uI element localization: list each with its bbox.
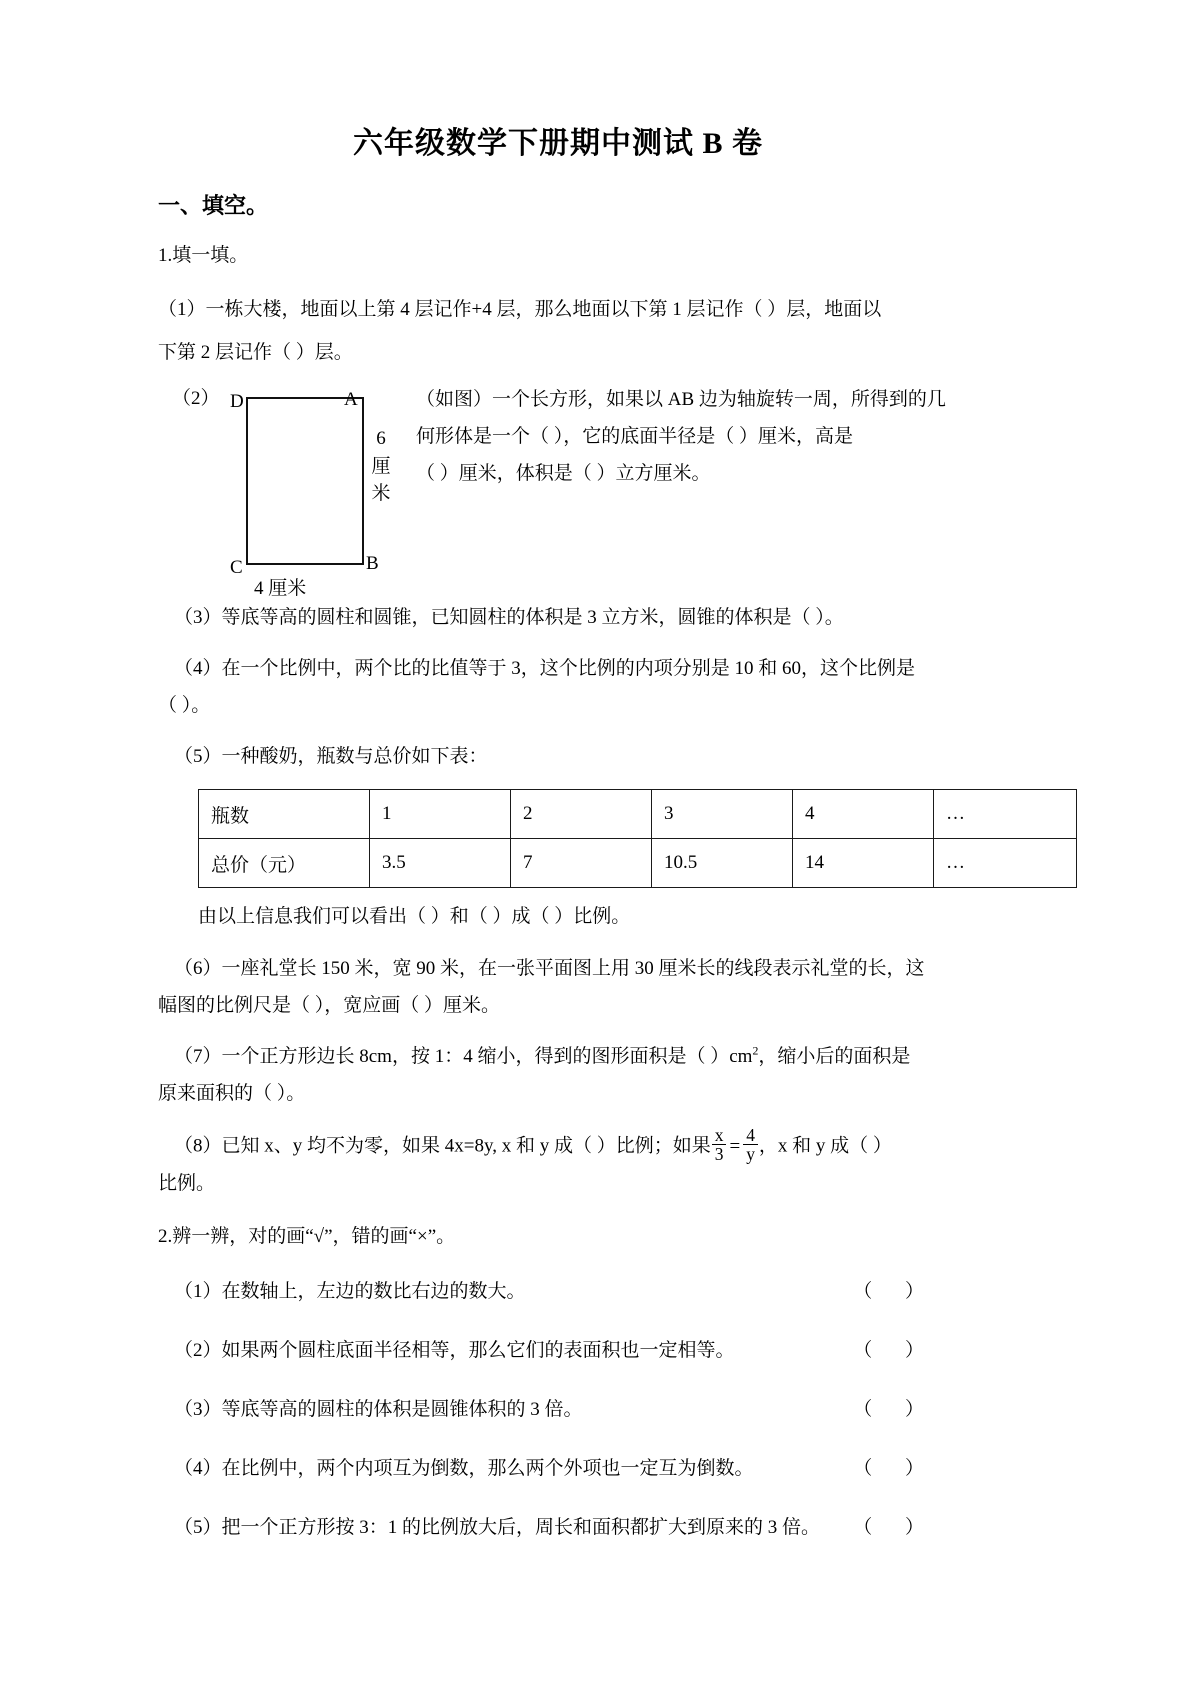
q1-item2-line3: （ ）厘米，体积是（ ）立方厘米。 [416,463,711,485]
q1-item1-line2: 下第 2 层记作（ ）层。 [158,342,353,364]
table-cell-price-2: 7 [511,839,652,888]
q2-item-2-answer-box[interactable]: （ ） [853,1339,938,1361]
q2-item-4-text: （4）在比例中，两个内项互为倒数，那么两个外项也一定互为倒数。 [174,1457,754,1479]
q1-item7-superscript: 2 [752,1044,759,1058]
q2-item-5-answer-box[interactable]: （ ） [853,1516,938,1538]
fraction-right [743,1126,758,1164]
q2-item-1-text: （1）在数轴上，左边的数比右边的数大。 [174,1280,526,1302]
q1-item2-text [416,381,958,492]
q2-item-4 [158,1450,958,1487]
q2-item-1-answer-box[interactable]: （ ） [853,1280,938,1302]
q2-item-1 [158,1273,958,1310]
yogurt-table-wrapper [198,789,965,888]
fraction-left-denominator: 3 [714,1144,724,1165]
table-cell-bottles-1: 1 [370,790,511,839]
vertex-c-label: C [230,557,243,579]
table-cell-bottles-3: 3 [652,790,793,839]
figure-height-label: 6 厘 米 [371,428,391,505]
q1-item4-line1: （4）在一个比例中，两个比的比值等于 3，这个比例的内项分别是 10 和 60，这个比例是 [174,658,916,680]
q1-item5-heading: （5）一种酸奶，瓶数与总价如下表： [174,746,488,768]
question-2-heading: 2.辨一辨，对的画“√”，错的画“×”。 [158,1226,456,1247]
q1-item6-line1: （6）一座礼堂长 150 米，宽 90 米，在一张平面图上用 30 厘米长的线段表示礼堂的长，这 [174,957,925,979]
q1-item3: （3）等底等高的圆柱和圆锥，已知圆柱的体积是 3 立方米，圆锥的体积是（ ）。 [174,607,844,629]
yogurt-price-table [198,789,1077,888]
q1-item2-line1: （如图）一个长方形，如果以 AB 边为轴旋转一周，所得到的几 [416,389,946,411]
section-heading-one: 一、填空。 [158,193,269,218]
q2-item-3-text: （3）等底等高的圆柱的体积是圆锥体积的 3 倍。 [174,1398,583,1420]
vertex-d-label: D [230,391,244,413]
q1-item7-text-b: ，缩小后的面积是 [758,1045,911,1067]
q2-item-5 [158,1509,958,1546]
vertex-a-label: A [344,389,358,411]
fraction-right-denominator: y [746,1144,755,1165]
q1-item7-line2: 原来面积的（ ）。 [158,1082,306,1104]
page-content [158,126,965,1568]
table-cell-price-3: 10.5 [652,839,793,888]
table-cell-price-ellipsis: … [934,839,1077,888]
vertex-b-label: B [366,553,379,575]
q1-item7-line1 [158,1038,958,1075]
page-title: 六年级数学下册期中测试 B 卷 [352,127,763,160]
table-row [199,839,1077,888]
fraction-left [712,1126,727,1164]
table-cell-price-4: 14 [793,839,934,888]
q2-item-3 [158,1391,958,1428]
q1-item8-text-a: （8）已知 x、y 均不为零，如果 4x=8y, x 和 y 成（ ）比例；如果 [174,1134,711,1156]
fraction-left-numerator: x [712,1126,727,1145]
equals-sign: = [729,1135,741,1157]
table-row-header-bottles: 瓶数 [199,790,370,839]
table-row [199,790,1077,839]
figure-width-label: 4 厘米 [254,578,307,600]
q1-item7-text-a: （7）一个正方形边长 8cm，按 1：4 缩小，得到的图形面积是（ ）cm [174,1045,753,1067]
table-cell-bottles-ellipsis: … [934,790,1077,839]
q1-item2-figure-row [158,381,958,600]
q2-item-2-text: （2）如果两个圆柱底面半径相等，那么它们的表面积也一定相等。 [174,1339,735,1361]
table-cell-bottles-2: 2 [511,790,652,839]
q1-item8-line2: 比例。 [158,1172,216,1194]
q1-item6-line2: 幅图的比例尺是（ ），宽应画（ ）厘米。 [158,994,501,1016]
q2-item-2 [158,1332,958,1369]
q1-item5-tail: 由以上信息我们可以看出（ ）和（ ）成（ ）比例。 [198,906,631,928]
q1-item1-line1: （1）一栋大楼，地面以上第 4 层记作+4 层，那么地面以下第 1 层记作（ ）层，地面以 [158,299,882,321]
q1-item8-text-b: ，x 和 y 成（ ） [758,1134,892,1156]
table-row-header-total-price: 总价（元） [199,839,370,888]
fraction-right-numerator: 4 [743,1126,758,1145]
q2-item-5-text: （5）把一个正方形按 3：1 的比例放大后，周长和面积都扩大到原来的 3 倍。 [174,1516,821,1538]
table-cell-price-1: 3.5 [370,839,511,888]
q1-item4-line2: （ ）。 [158,695,211,717]
q2-item-3-answer-box[interactable]: （ ） [853,1398,938,1420]
question-1-heading: 1.填一填。 [158,244,249,266]
rectangle-figure [246,397,364,565]
table-cell-bottles-4: 4 [793,790,934,839]
q1-item8-line1 [158,1126,958,1165]
q1-item2-line2: 何形体是一个（ ），它的底面半径是（ ）厘米，高是 [416,426,854,448]
q2-item-4-answer-box[interactable]: （ ） [853,1457,938,1479]
q1-item2-label: （2） [172,388,220,410]
